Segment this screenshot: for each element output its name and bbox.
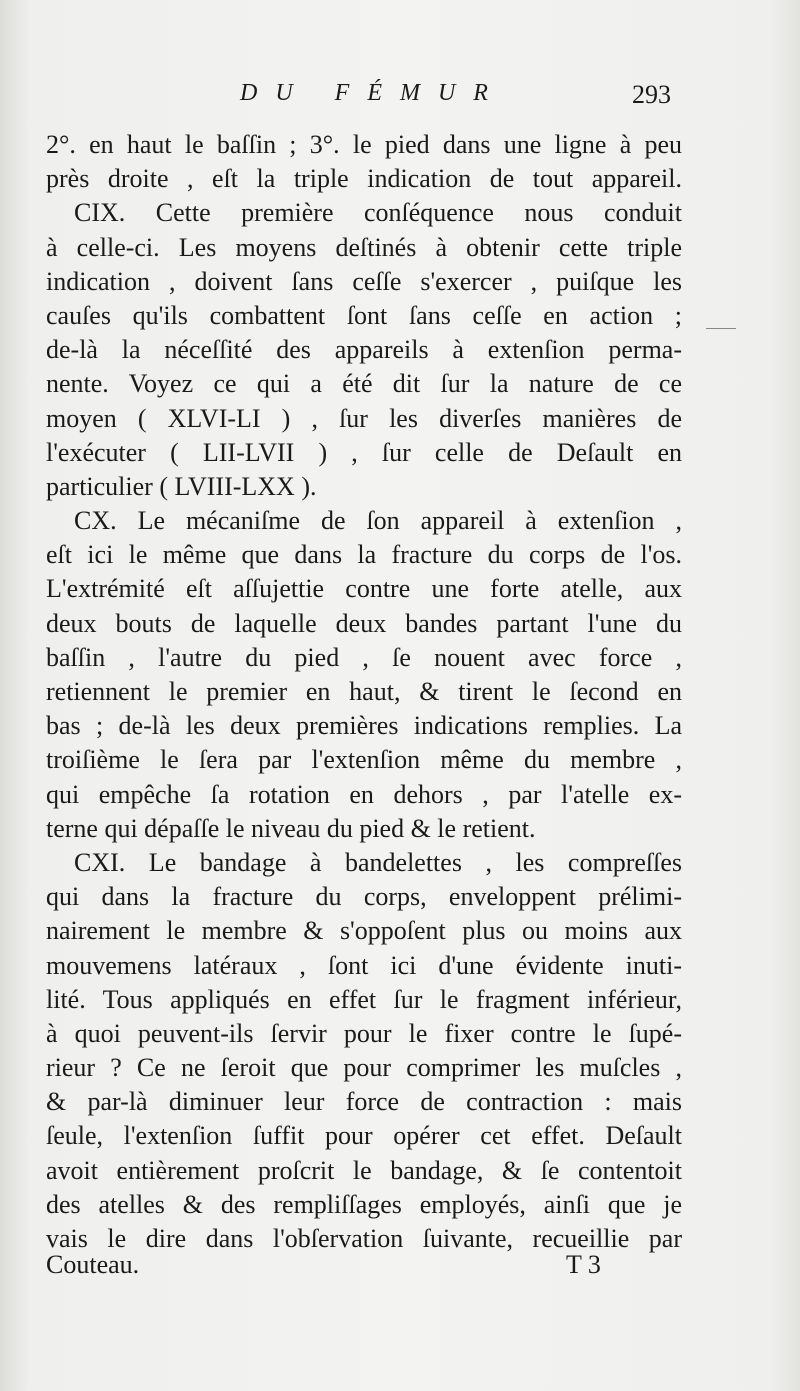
text-line: ſeule, l'extenſion ſuffit pour opérer cet effet. Deſault: [46, 1121, 682, 1151]
text-line: moyen ( XLVI-LI ) , ſur les diverſes manières de: [46, 403, 682, 433]
text-line: qui dans la fracture du corps, enveloppent prélimi-: [46, 882, 682, 912]
text-line: mouvemens latéraux , ſont ici d'une évidente inuti-: [46, 950, 682, 980]
text-line: baſſin , l'autre du pied , ſe nouent avec force ,: [46, 642, 682, 672]
text-line: lité. Tous appliqués en effet ſur le fragment inférieur,: [46, 984, 682, 1014]
text-line: nairement le membre & s'oppoſent plus ou moins aux: [46, 916, 682, 946]
text-line: nente. Voyez ce qui a été dit ſur la nature de ce: [46, 369, 682, 399]
text-line: rieur ? Ce ne ſeroit que pour comprimer les muſcles ,: [46, 1053, 682, 1083]
text-line: CIX. Cette première conſéquence nous conduit: [74, 198, 682, 228]
text-line: vais le dire dans l'obſervation ſuivante, recueillie par: [46, 1224, 682, 1253]
page-header: [0, 80, 800, 120]
text-line: de-là la néceſſité des appareils à extenſion perma-: [46, 335, 682, 365]
body-text: [46, 128, 682, 1256]
text-line: à celle-ci. Les moyens deſtinés à obtenir cette triple: [46, 232, 682, 262]
text-line: l'exécuter ( LII-LVII ) , ſur celle de Deſault en: [46, 437, 682, 467]
text-line: des atelles & des rempliſſages employés, ainſi que je: [46, 1189, 682, 1219]
text-line: eſt ici le même que dans la fracture du corps de l'os.: [46, 540, 682, 570]
text-line: qui empêche ſa rotation en dehors , par l'atelle ex-: [46, 779, 682, 809]
text-line: troiſième le ſera par l'extenſion même du membre ,: [46, 745, 682, 775]
text-line: particulier ( LVIII-LXX ).: [46, 471, 317, 501]
text-line: & par-là diminuer leur force de contraction : mais: [46, 1087, 682, 1117]
text-line: près droite , eſt la triple indication de tout appareil.: [46, 164, 682, 194]
catchword: Couteau.: [46, 1250, 140, 1279]
margin-mark: [706, 328, 736, 329]
text-line: indication , doivent ſans ceſſe s'exercer , puiſque les: [46, 266, 682, 296]
text-line: bas ; de-là les deux premières indications remplies. La: [46, 711, 682, 741]
text-line: terne qui dépaſſe le niveau du pied & le retient.: [46, 813, 536, 843]
text-line: deux bouts de laquelle deux bandes partant l'une du: [46, 608, 682, 638]
text-line: 2°. en haut le baſſin ; 3°. le pied dans une ligne à peu: [46, 130, 682, 159]
page-number: 293: [632, 80, 671, 109]
text-line: retiennent le premier en haut, & tirent le ſecond en: [46, 677, 682, 706]
page-footer: [46, 1250, 682, 1284]
text-line: à quoi peuvent-ils ſervir pour le fixer contre le ſupé-: [46, 1018, 682, 1048]
text-line: avoit entièrement proſcrit le bandage, & ſe contentoit: [46, 1155, 682, 1185]
signature-mark: T 3: [566, 1250, 601, 1279]
text-line: L'extrémité eſt aſſujettie contre une forte atelle, aux: [46, 574, 682, 604]
text-line: CX. Le mécaniſme de ſon appareil à extenſion ,: [74, 506, 682, 536]
running-title: DU FÉMUR: [240, 80, 506, 106]
text-line: cauſes qu'ils combattent ſont ſans ceſſe en action ;: [46, 300, 682, 330]
text-line: CXI. Le bandage à bandelettes , les compreſſes: [74, 847, 682, 877]
